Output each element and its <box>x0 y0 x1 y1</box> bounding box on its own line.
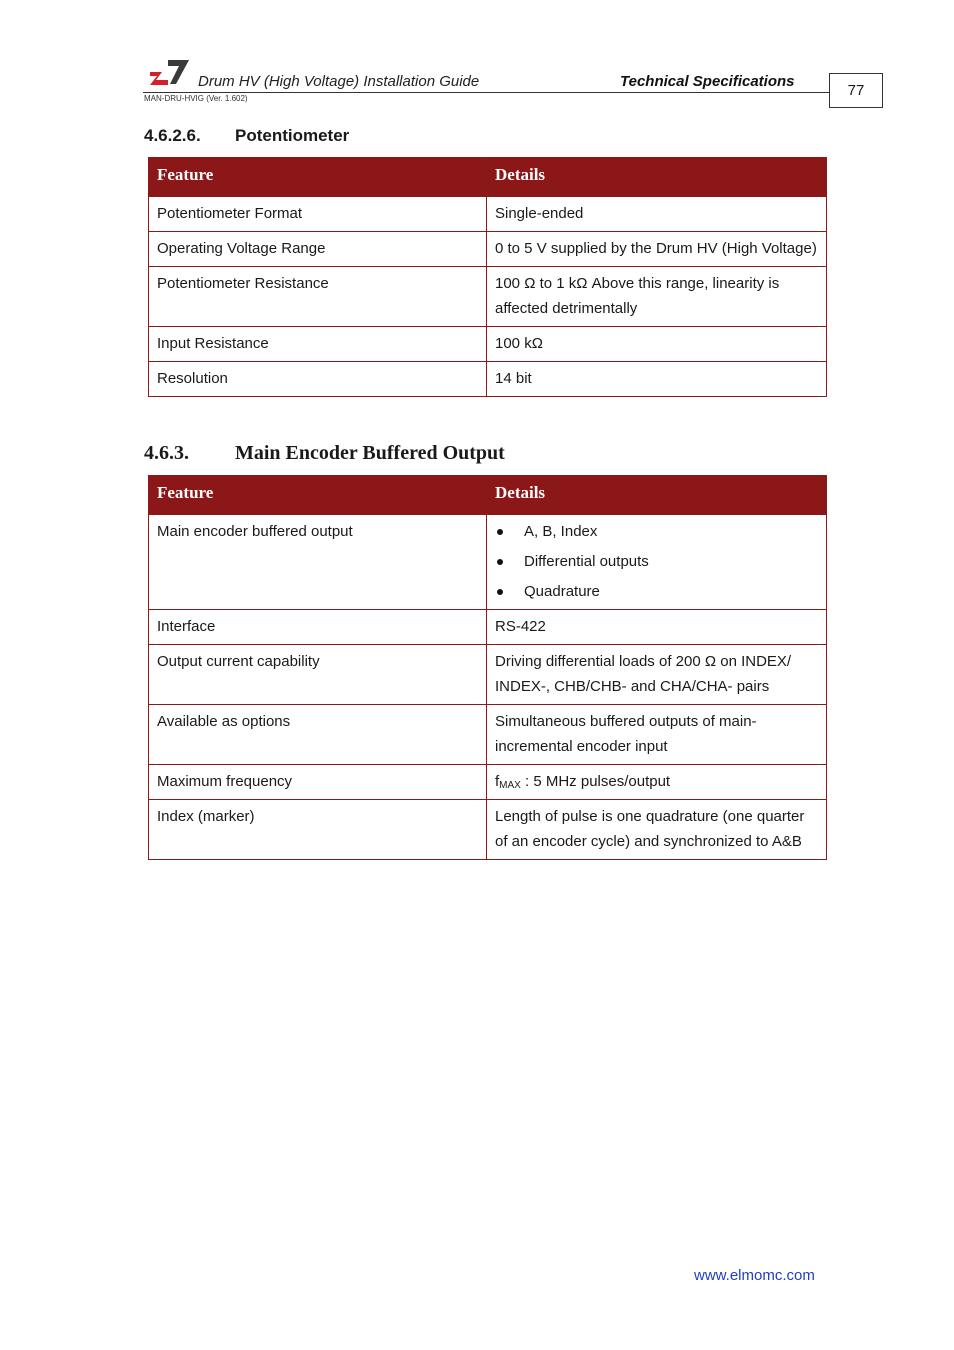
table-row <box>149 645 827 705</box>
feature-cell: Interface <box>149 610 487 645</box>
feature-cell: Output current capability <box>149 645 487 705</box>
feature-cell: Potentiometer Format <box>149 197 487 232</box>
elmo-logo-icon <box>148 58 190 86</box>
table-row <box>149 327 827 362</box>
details-cell: 100 Ω to 1 kΩ Above this range, linearity is affected detrimentally <box>487 267 827 327</box>
feature-cell: Main encoder buffered output <box>149 515 487 610</box>
document-title: Drum HV (High Voltage) Installation Guide <box>198 73 480 90</box>
header-feature: Feature <box>149 158 487 197</box>
feature-cell: Potentiometer Resistance <box>149 267 487 327</box>
table-header-row <box>149 476 827 515</box>
table-row <box>149 800 827 860</box>
page-header <box>0 0 954 110</box>
header-divider <box>143 92 829 93</box>
potentiometer-section-number: 4.6.2.6. <box>144 126 201 145</box>
potentiometer-section-title: Potentiometer <box>235 126 350 145</box>
details-cell: RS-422 <box>487 610 827 645</box>
encoder-section-number: 4.6.3. <box>144 442 189 464</box>
feature-cell: Maximum frequency <box>149 765 487 800</box>
website-link[interactable]: www.elmomc.com <box>694 1267 815 1284</box>
header-feature: Feature <box>149 476 487 515</box>
table-row <box>149 362 827 397</box>
details-cell: Length of pulse is one quadrature (one quarter of an encoder cycle) and synchronized to A&B <box>487 800 827 860</box>
details-cell: 0 to 5 V supplied by the Drum HV (High Voltage) <box>487 232 827 267</box>
details-cell <box>487 765 827 800</box>
feature-cell: Input Resistance <box>149 327 487 362</box>
table-row <box>149 515 827 610</box>
encoder-section-title: Main Encoder Buffered Output <box>235 442 505 464</box>
details-cell: 14 bit <box>487 362 827 397</box>
feature-cell: Operating Voltage Range <box>149 232 487 267</box>
table-row <box>149 232 827 267</box>
feature-cell: Index (marker) <box>149 800 487 860</box>
feature-cell: Resolution <box>149 362 487 397</box>
table-header-row <box>149 158 827 197</box>
potentiometer-heading <box>144 126 349 146</box>
table-row <box>149 765 827 800</box>
table-row <box>149 197 827 232</box>
encoder-output-heading <box>144 442 505 465</box>
list-item: Quadrature <box>495 579 818 604</box>
chapter-title: Technical Specifications <box>620 73 795 90</box>
header-details: Details <box>487 476 827 515</box>
details-cell: 100 kΩ <box>487 327 827 362</box>
list-item: Differential outputs <box>495 549 818 574</box>
document-code: MAN-DRU-HVIG (Ver. 1.602) <box>144 94 248 103</box>
fmax-subscript: MAX <box>499 780 521 791</box>
details-cell: Single-ended <box>487 197 827 232</box>
table-row <box>149 267 827 327</box>
encoder-output-table <box>148 475 827 860</box>
fmax-value: : 5 MHz pulses/output <box>520 773 671 790</box>
fmax-symbol: f <box>495 773 500 790</box>
details-cell: Driving differential loads of 200 Ω on INDEX/ INDEX-, CHB/CHB- and CHA/CHA- pairs <box>487 645 827 705</box>
table-row <box>149 705 827 765</box>
bullet-list <box>495 519 818 604</box>
details-cell: Simultaneous buffered outputs of main-incremental encoder input <box>487 705 827 765</box>
list-item: A, B, Index <box>495 519 818 544</box>
header-details: Details <box>487 158 827 197</box>
page-number: 77 <box>829 73 883 108</box>
table-row <box>149 610 827 645</box>
potentiometer-table <box>148 157 827 397</box>
feature-cell: Available as options <box>149 705 487 765</box>
details-cell <box>487 515 827 610</box>
